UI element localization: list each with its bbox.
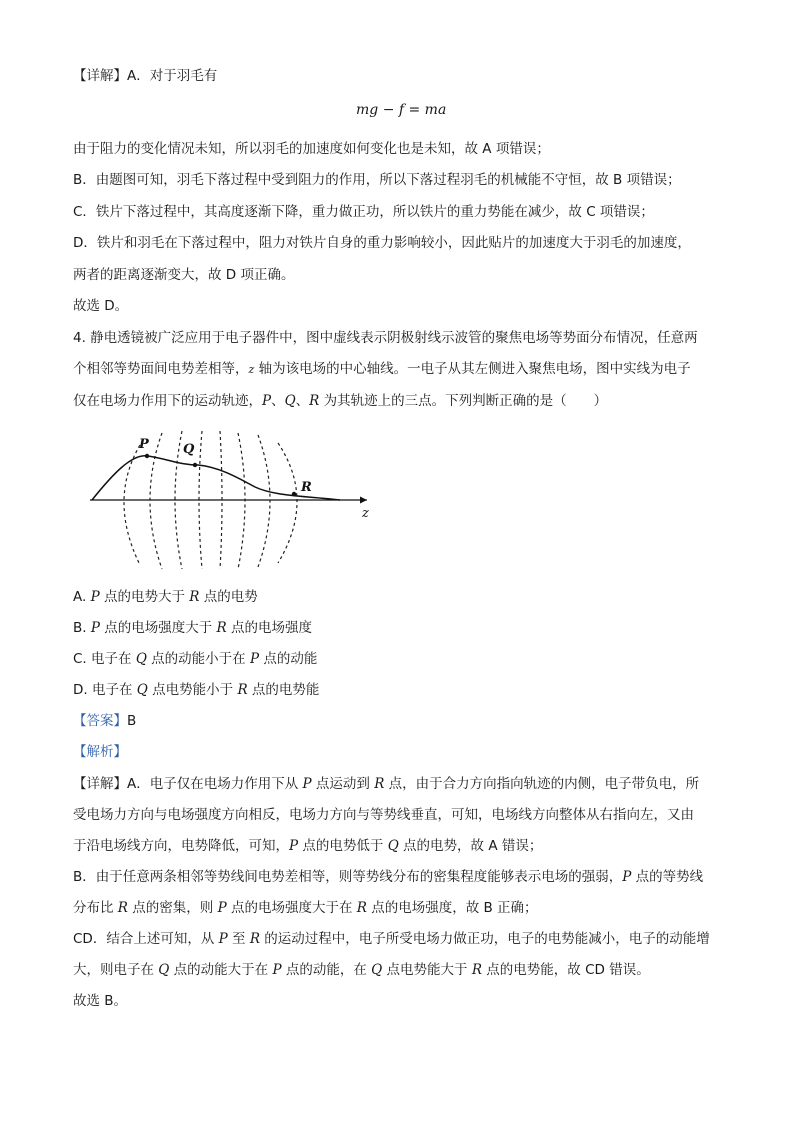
choose-d: 故选 D。 — [73, 298, 129, 314]
option-c — [73, 649, 317, 669]
var-q: Q — [371, 962, 383, 978]
var-q: Q — [387, 838, 399, 854]
option-text: 点的电势大于 — [99, 589, 190, 605]
var-r: R — [189, 589, 200, 605]
var-p: P — [262, 393, 272, 409]
label-r: R — [301, 480, 312, 495]
detail-text: 点的动能大于在 — [169, 962, 273, 978]
option-text: 点电势能小于 — [147, 682, 238, 698]
detail-text: 的运动过程中，电子所受电场力做正功，电子的电势能减小，电子的动能增 — [259, 931, 710, 947]
var-p: P — [302, 776, 312, 792]
detail2-line-6 — [73, 929, 710, 949]
detail-text: A．电子仅在电场力作用下从 — [127, 776, 303, 792]
var-p: P — [90, 589, 100, 605]
choose-b: 故选 B。 — [73, 993, 128, 1009]
var-r: R — [374, 776, 385, 792]
option-d-explain-1: D．铁片和羽毛在下落过程中，阻力对铁片自身的重力影响较小，因此贴片的加速度大于羽毛的加速度， — [73, 235, 691, 251]
electrostatic-lens-figure — [80, 425, 380, 573]
detail-text: 点的电势低于 — [298, 838, 388, 854]
detail2-line-2: 受电场力方向与电场强度方向相反，电场力方向与等势线垂直，可知，电场线方向整体从右指向左，又由 — [73, 807, 694, 823]
var-r: R — [309, 393, 320, 409]
detail-text: 点的动能，在 — [281, 962, 372, 978]
var-p: P — [272, 962, 282, 978]
answer-value: B — [127, 713, 137, 729]
answer-label: 【答案】 — [73, 713, 127, 729]
formula: mg − f = ma — [356, 102, 447, 118]
option-text: B. — [73, 620, 91, 636]
point-p — [145, 454, 149, 458]
detail2-line-4 — [73, 867, 703, 887]
var-p: P — [90, 620, 100, 636]
detail-text: 点电势能大于 — [382, 962, 472, 978]
point-r — [292, 492, 296, 496]
detail-text: 于沿电场线方向，电势降低，可知， — [73, 838, 289, 854]
var-p: P — [217, 900, 227, 916]
var-z: z — [248, 363, 255, 376]
var-r: R — [237, 682, 248, 698]
equipotential-line — [258, 435, 270, 567]
detail2-line-7 — [73, 960, 650, 980]
var-p: P — [249, 651, 260, 667]
detail-text: 点的等势线 — [631, 869, 704, 885]
var-r: R — [249, 931, 260, 947]
var-r: R — [117, 900, 128, 916]
option-text: D. 电子在 — [73, 682, 137, 698]
var-q: Q — [284, 393, 296, 409]
question-line-3 — [73, 391, 607, 411]
var-q: Q — [136, 682, 148, 698]
point-q — [193, 463, 197, 467]
option-text: 点的电势能 — [247, 682, 320, 698]
option-b — [73, 618, 312, 638]
detail-text: B．由于任意两条相邻等势线间电势差相等，则等势线分布的密集程度能够表示电场的强弱， — [73, 869, 623, 885]
var-q: Q — [158, 962, 170, 978]
option-c-explain: C．铁片下落过程中，其高度逐渐下降，重力做正功，所以铁片的重力势能在减少，故 C 项错误； — [73, 204, 654, 220]
option-d — [73, 680, 319, 700]
var-p: P — [622, 869, 632, 885]
option-text: A. — [73, 589, 91, 605]
detail-a-line — [73, 66, 217, 86]
var-p: P — [289, 838, 299, 854]
detail-label: 【详解】 — [73, 776, 127, 792]
equipotential-line — [238, 433, 245, 569]
detail-text: 点，由于合力方向指向轨迹的内侧，电子带负电，所 — [384, 776, 700, 792]
option-a — [73, 587, 258, 607]
detail-text: 点的电场强度大于在 — [226, 900, 357, 916]
option-text: 点的动能 — [259, 651, 318, 667]
reason-line: 由于阻力的变化情况未知，所以羽毛的加速度如何变化也是未知，故 A 项错误； — [73, 141, 550, 157]
var-r: R — [471, 962, 482, 978]
analysis-label: 【解析】 — [73, 744, 127, 760]
option-d-explain-2: 两者的距离逐渐变大，故 D 项正确。 — [73, 267, 295, 283]
question-text: 为其轨迹上的三点。下列判断正确的是（ ） — [319, 393, 608, 409]
equipotential-line — [150, 433, 162, 569]
detail-text: 点的电场强度，故 B 正确； — [366, 900, 538, 916]
var-p: P — [218, 931, 228, 947]
question-text: 、 — [271, 393, 285, 409]
option-text: 点的动能小于在 — [146, 651, 250, 667]
detail-text: 点的密集，则 — [127, 900, 218, 916]
detail-text: 大，则电子在 — [73, 962, 159, 978]
question-text: 个相邻等势面间电势差相等， — [73, 361, 249, 377]
question-text: 仅在电场力作用下的运动轨迹， — [73, 393, 262, 409]
detail2-line-5 — [73, 898, 538, 918]
label-p: P — [139, 437, 149, 452]
detail-a-text: A．对于羽毛有 — [127, 68, 218, 84]
detail-text: 点运动到 — [311, 776, 375, 792]
option-text: 点的电场强度 — [226, 620, 313, 636]
detail2-line-1 — [73, 774, 699, 794]
detail-text: 点的电势，故 A 错误； — [398, 838, 543, 854]
answer-line — [73, 711, 136, 731]
option-b-explain: B．由题图可知，羽毛下落过程中受到阻力的作用，所以下落过程羽毛的机械能不守恒，故 B 项错误； — [73, 172, 681, 188]
detail-text: CD．结合上述可知，从 — [73, 931, 219, 947]
detail-text: 点的电势能，故 CD 错误。 — [482, 962, 650, 978]
var-r: R — [216, 620, 227, 636]
label-z: z — [362, 506, 369, 521]
question-line-2 — [73, 359, 691, 380]
z-axis-arrow — [360, 497, 367, 504]
option-text: 点的电场强度大于 — [99, 620, 217, 636]
question-text: 轴为该电场的中心轴线。一电子从其左侧进入聚焦电场，图中实线为电子 — [254, 361, 691, 377]
label-q: Q — [183, 442, 195, 457]
detail-text: 分布比 — [73, 900, 118, 916]
var-q: Q — [135, 651, 147, 667]
detail-label: 【详解】 — [73, 68, 127, 84]
equipotential-line — [278, 443, 297, 563]
detail2-line-3 — [73, 836, 542, 856]
option-text: C. 电子在 — [73, 651, 136, 667]
option-text: 点的电势 — [199, 589, 258, 605]
detail-text: 至 — [227, 931, 250, 947]
var-r: R — [356, 900, 367, 916]
question-text: 、 — [295, 393, 310, 409]
question-line-1: 4. 静电透镜被广泛应用于电子器件中，图中虚线表示阴极射线示波管的聚焦电场等势面分布情况，任意两 — [73, 330, 698, 346]
